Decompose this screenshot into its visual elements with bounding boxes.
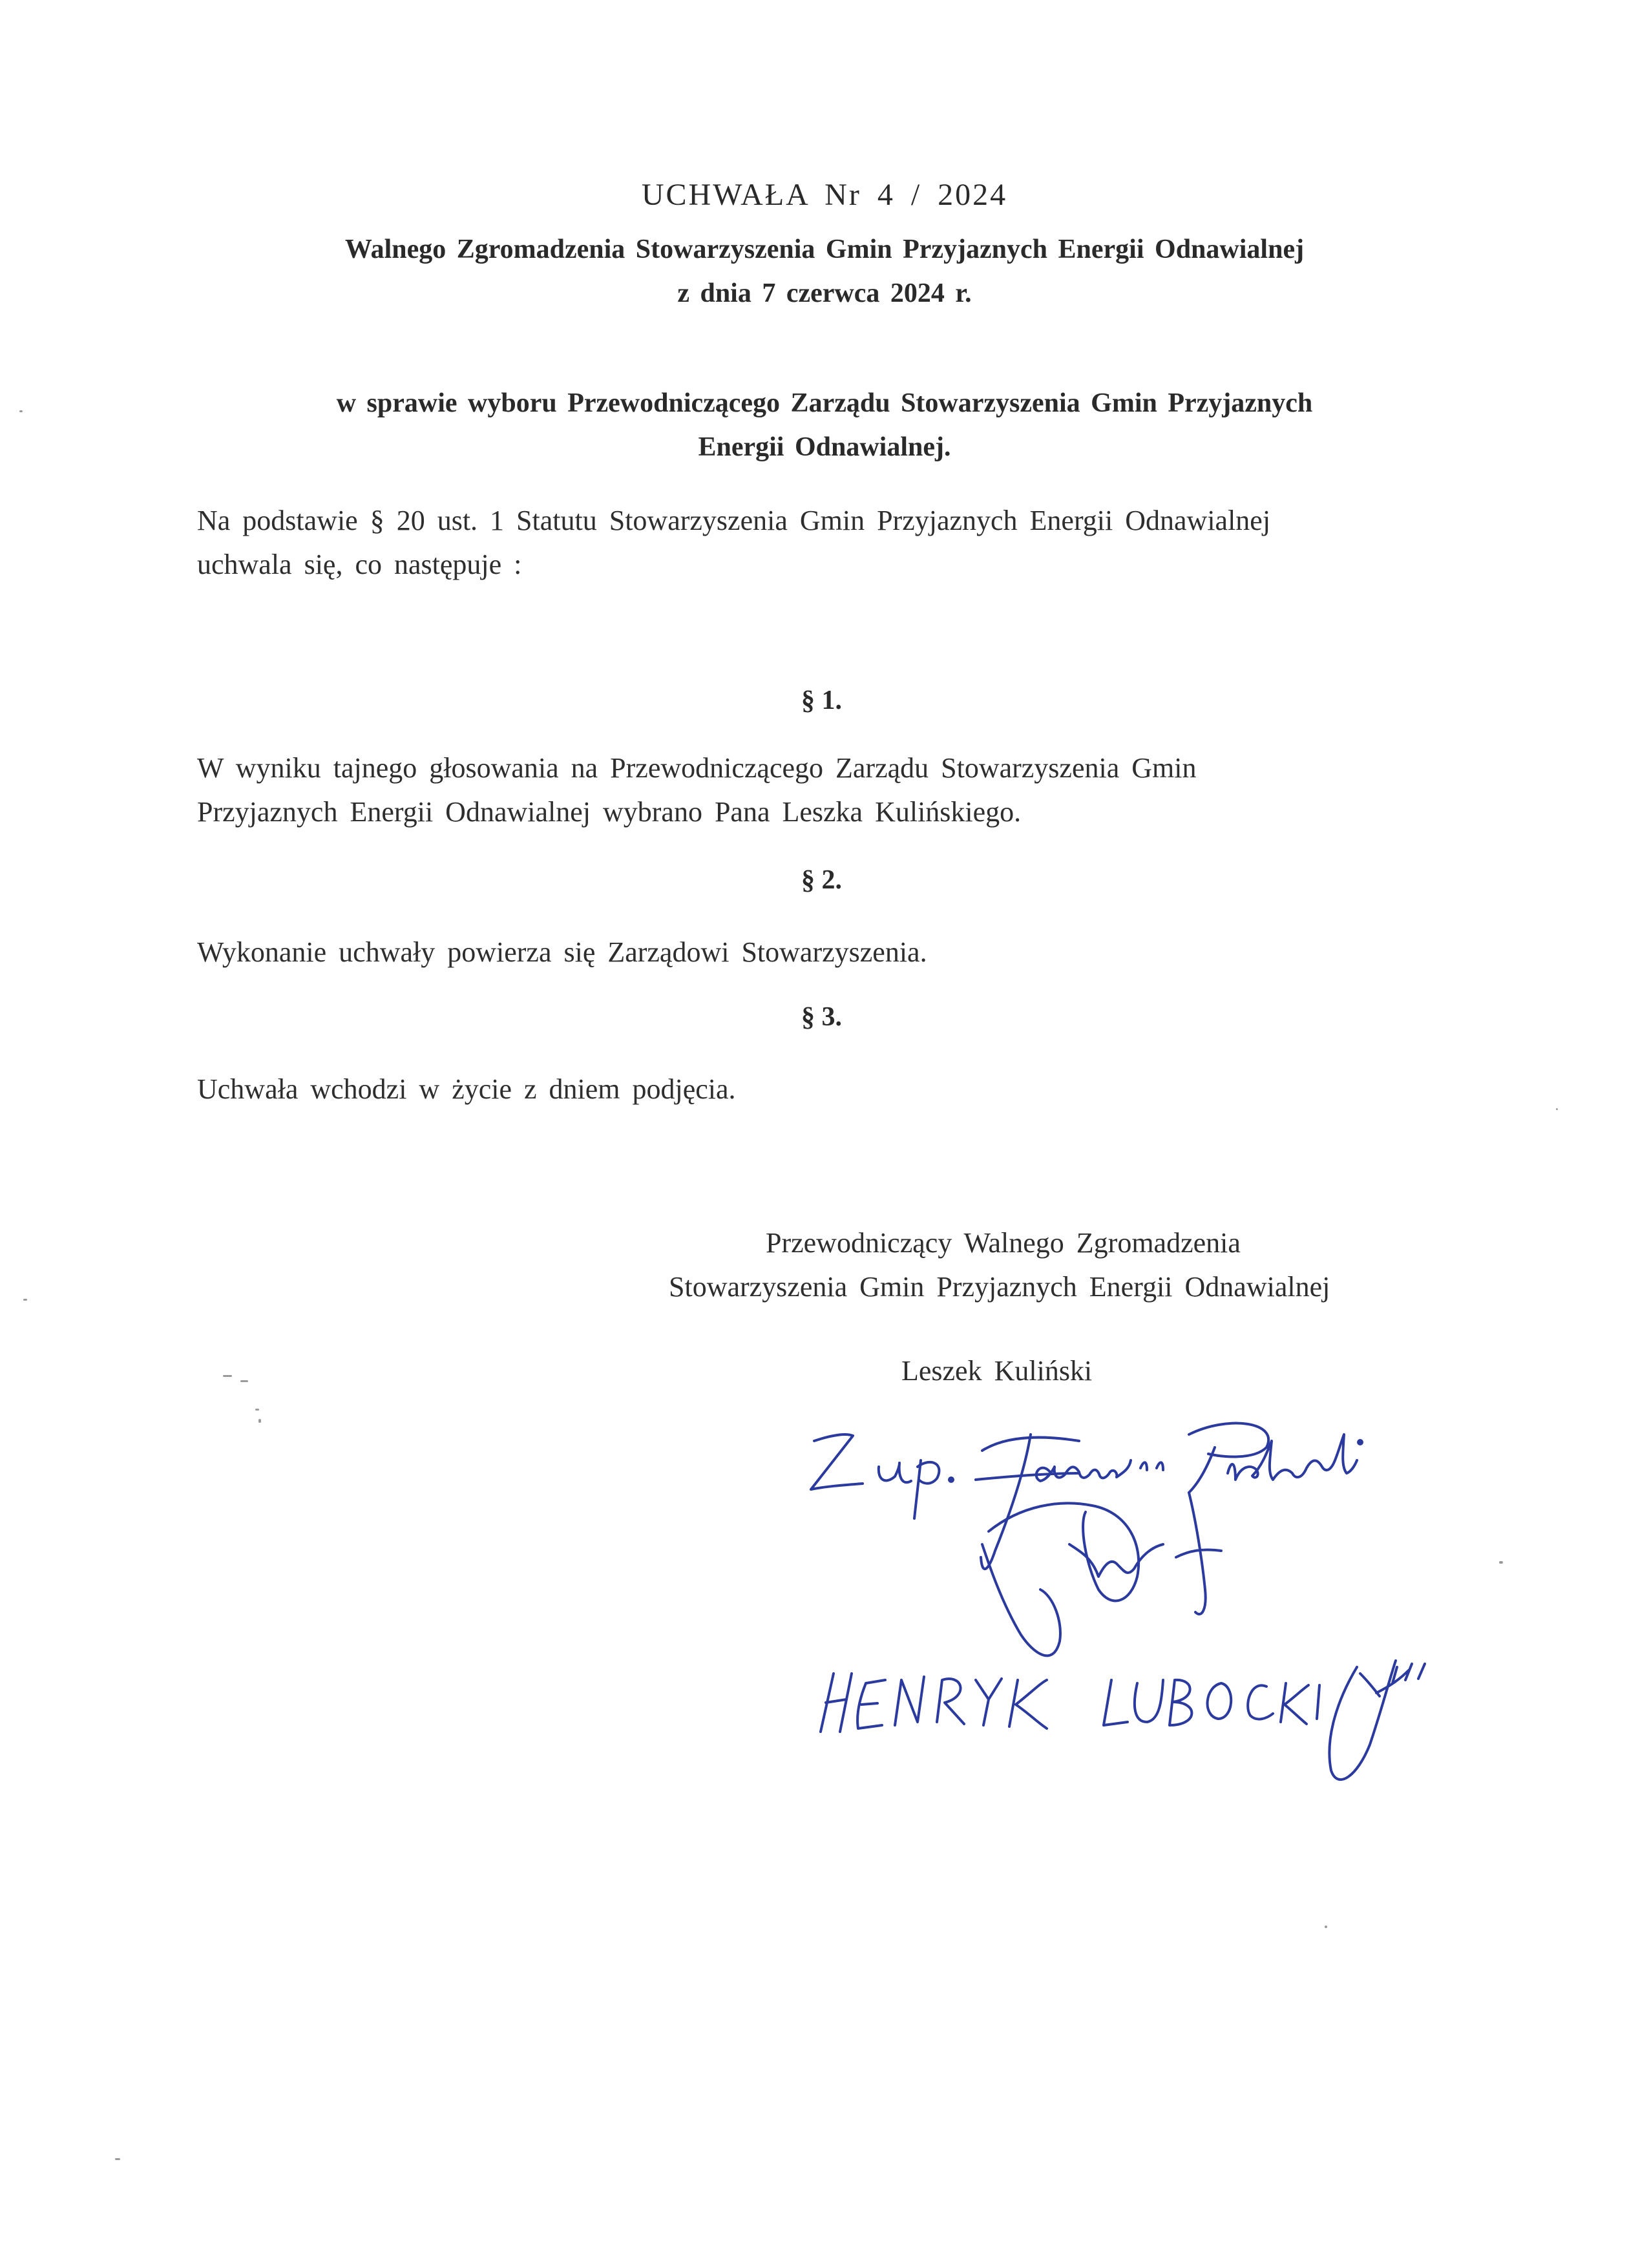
signature-stroke <box>1036 1460 1131 1481</box>
section-2-mark: § 2. <box>801 865 842 895</box>
signatory-role-line-1: Przewodniczący Walnego Zgromadzenia <box>766 1227 1241 1259</box>
signature-stroke <box>989 1503 1139 1601</box>
scan-speck <box>1499 1561 1503 1564</box>
signature-stroke <box>1189 1423 1268 1493</box>
scan-speck <box>1325 1926 1327 1928</box>
signature-stroke <box>1104 1680 1128 1725</box>
section-3-mark: § 3. <box>801 1002 842 1032</box>
scan-speck <box>240 1380 248 1382</box>
signature-stroke <box>981 1434 1079 1569</box>
subject-line-1: w sprawie wyboru Przewodniczącego Zarządu Stowarzyszenia Gmin Przyjaznych <box>336 388 1313 418</box>
signature-stroke <box>937 1679 964 1724</box>
signature-stroke <box>1208 1683 1232 1719</box>
section-1-line-2: Przyjaznych Energii Odnawialnej wybrano Pana Leszka Kulińskiego. <box>197 796 1022 828</box>
issuer-line: Walnego Zgromadzenia Stowarzyszenia Gmin Przyjaznych Energii Odnawialnej <box>344 235 1305 264</box>
signatory-role-line-2: Stowarzyszenia Gmin Przyjaznych Energii Odnawialnej <box>669 1271 1330 1303</box>
signature-stroke <box>1317 1685 1319 1719</box>
subject-line-2: Energii Odnawialnej. <box>698 432 951 462</box>
signature-stroke <box>1069 1544 1163 1577</box>
scan-speck <box>19 410 23 412</box>
signature-stroke <box>1248 1685 1273 1719</box>
signature-stroke <box>1170 1680 1192 1725</box>
signature-stroke <box>895 1677 924 1725</box>
preamble-line-2: uchwala się, co następuje : <box>197 549 522 580</box>
section-3-line-1: Uchwała wchodzi w życie z dniem podjęcia. <box>197 1073 736 1105</box>
signature-stroke <box>1140 1462 1163 1470</box>
section-1-line-1: W wyniku tajnego głosowania na Przewodniczącego Zarządu Stowarzyszenia Gmin <box>197 752 1197 784</box>
signature-stroke <box>982 1544 1060 1655</box>
signature-stroke <box>1281 1683 1308 1724</box>
signature-stroke <box>1135 1680 1163 1722</box>
signature-stroke <box>914 1460 939 1518</box>
signature-dot <box>949 1478 953 1482</box>
signature-stroke <box>857 1680 885 1728</box>
date-line: z dnia 7 czerwca 2024 r. <box>677 278 972 308</box>
scan-speck <box>223 1375 232 1377</box>
signature-stroke <box>1329 1661 1425 1780</box>
signature-dot <box>1358 1440 1362 1444</box>
signature-stroke <box>976 1679 1002 1725</box>
signature-stroke <box>1176 1493 1221 1614</box>
scan-speck <box>23 1299 27 1301</box>
handwritten-signatures <box>775 1396 1518 1848</box>
section-1-mark: § 1. <box>801 686 842 715</box>
signature-stroke <box>879 1463 911 1482</box>
scan-speck <box>258 1419 261 1423</box>
signature-stroke <box>811 1434 863 1489</box>
signature-stroke <box>821 1674 852 1732</box>
resolution-title: UCHWAŁA Nr 4 / 2024 <box>641 178 1008 213</box>
signature-stroke <box>1360 1674 1380 1696</box>
scan-speck <box>255 1409 259 1411</box>
signatory-name: Leszek Kuliński <box>901 1355 1093 1387</box>
signature-stroke <box>1009 1680 1047 1728</box>
preamble-line-1: Na podstawie § 20 ust. 1 Statutu Stowarzyszenia Gmin Przyjaznych Energii Odnawialnej <box>197 505 1271 536</box>
scan-speck <box>1556 1108 1558 1110</box>
section-2-line-1: Wykonanie uchwały powierza się Zarządowi Stowarzyszenia. <box>197 936 927 968</box>
scan-speck <box>115 2158 120 2160</box>
